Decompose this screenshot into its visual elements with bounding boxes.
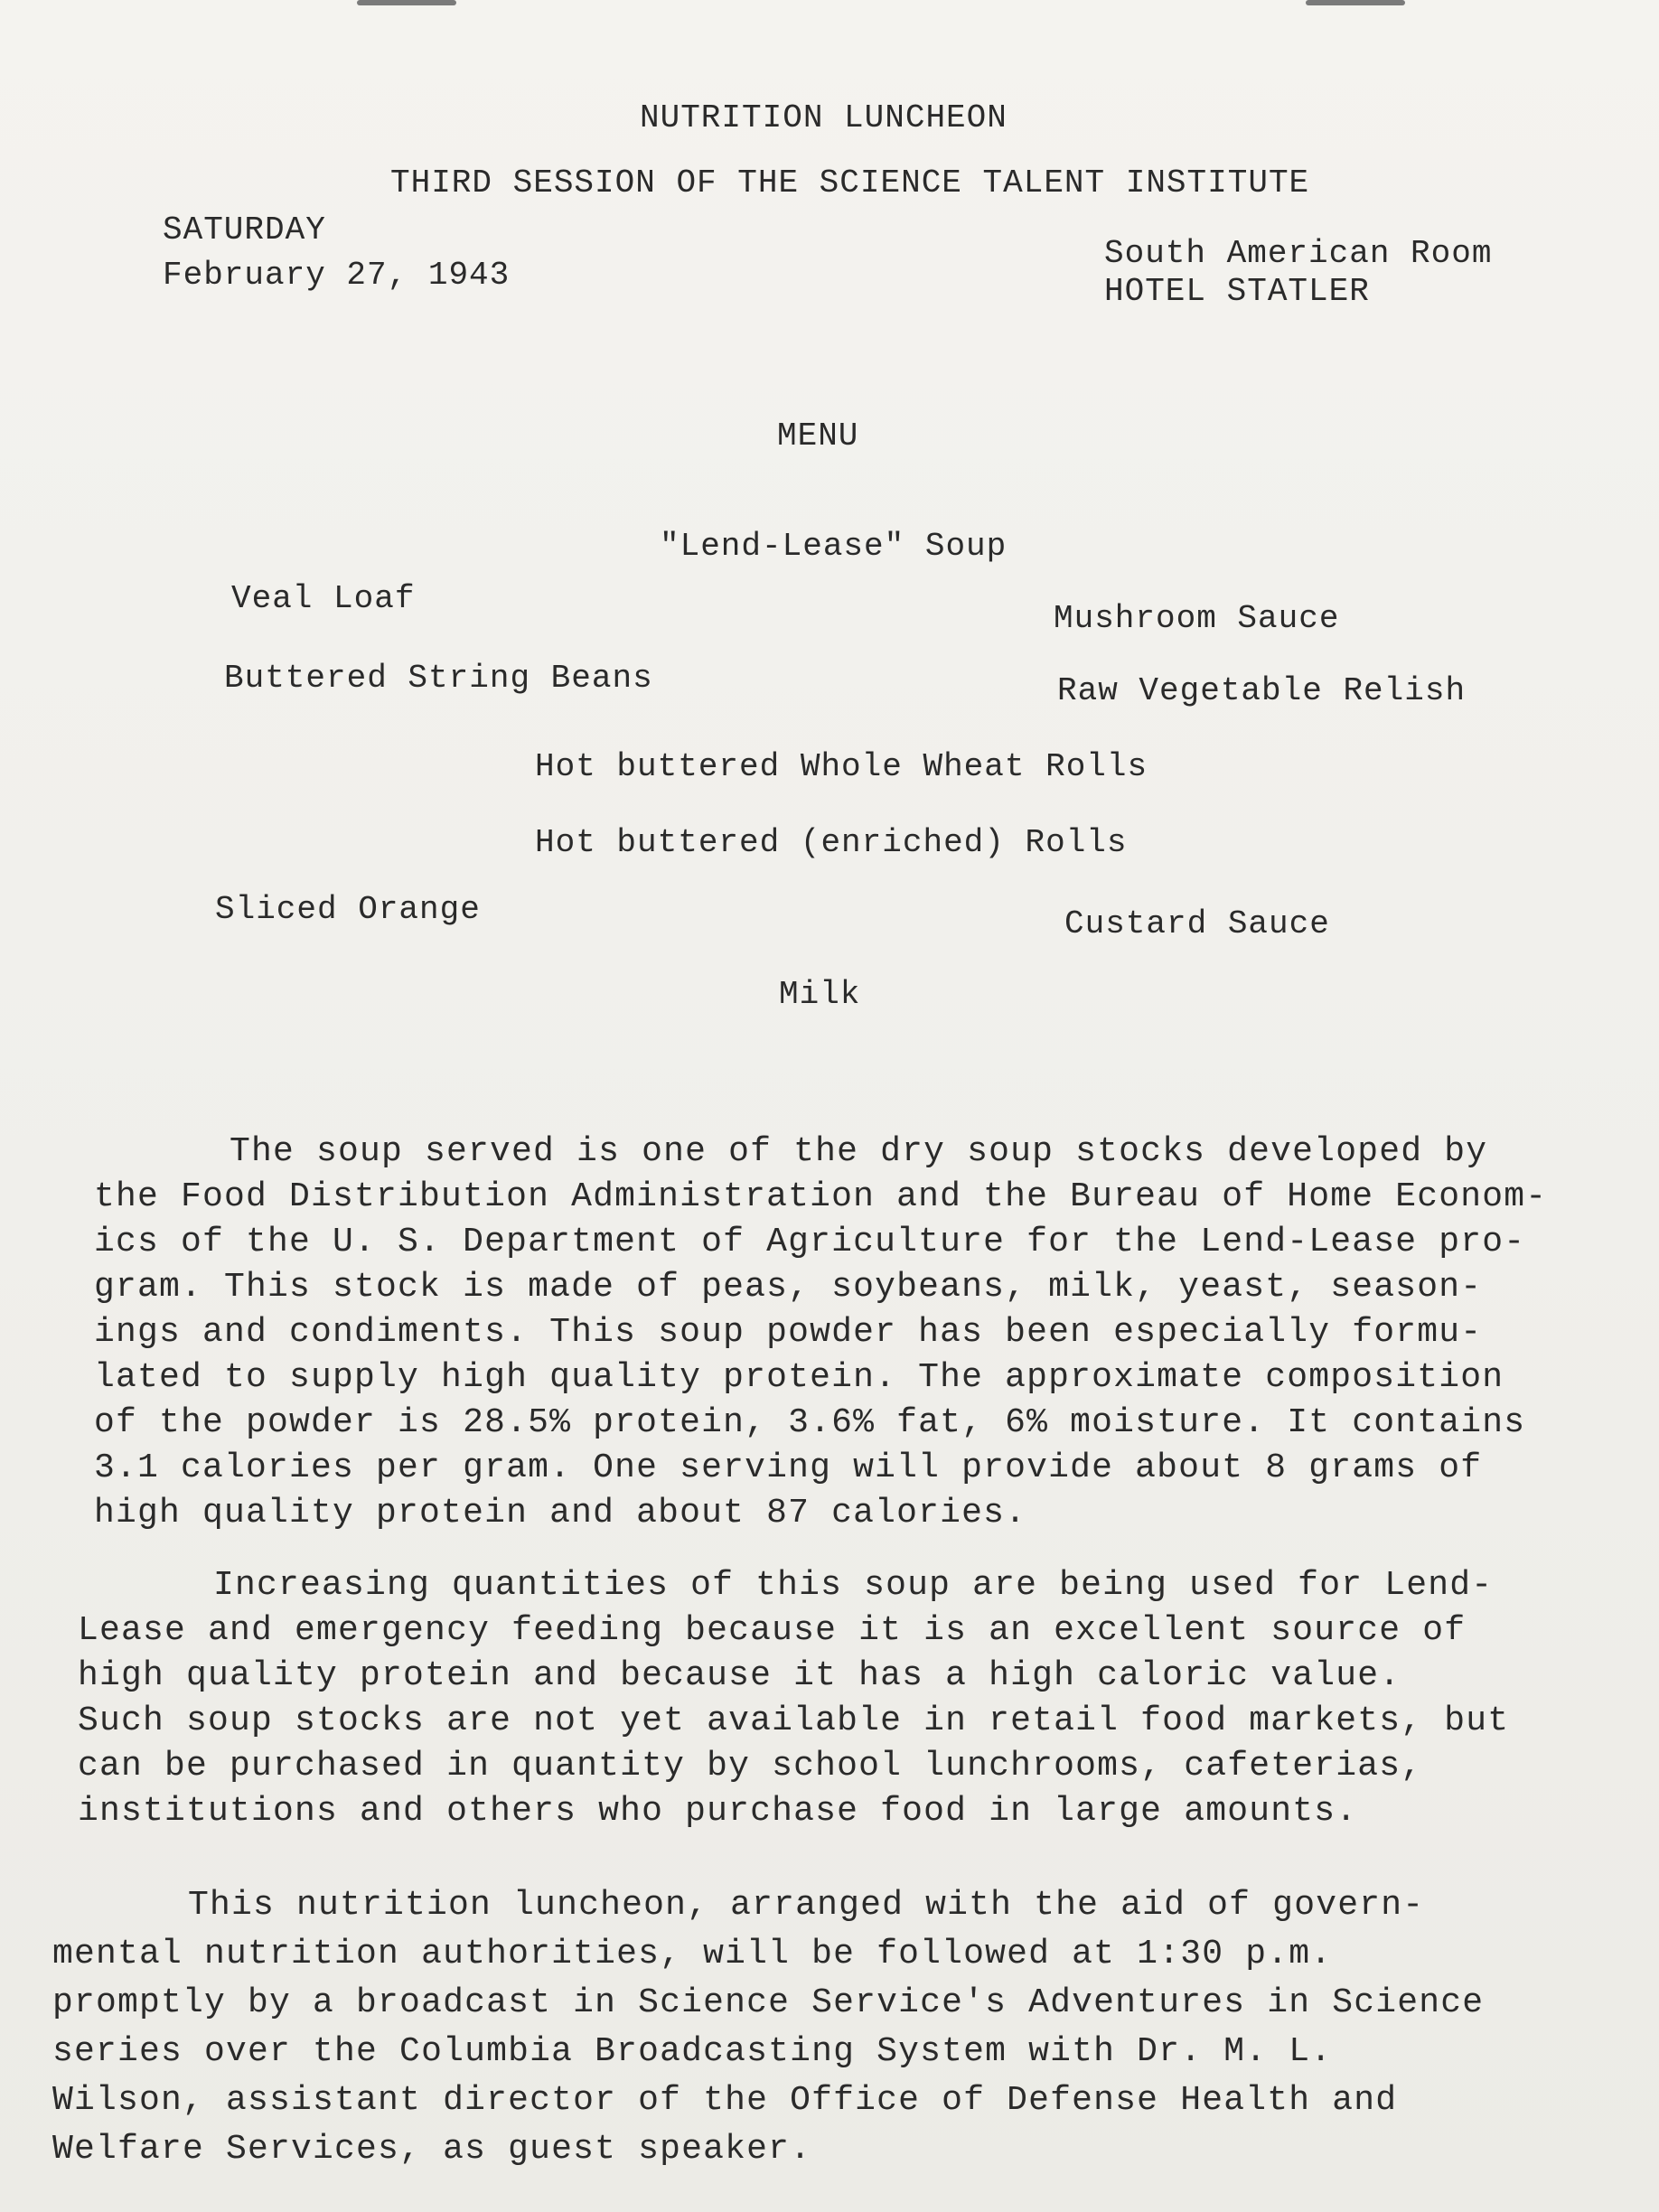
event-room: South American Room — [1104, 235, 1493, 272]
menu-item-mushroom-sauce: Mushroom Sauce — [1054, 600, 1340, 637]
staple-mark-right — [1306, 0, 1405, 5]
session-subtitle: THIRD SESSION OF THE SCIENCE TALENT INSTITUTE — [390, 164, 1310, 202]
menu-item-vegetable-relish: Raw Vegetable Relish — [1057, 672, 1467, 709]
staple-mark-left — [357, 0, 456, 5]
luncheon-title: NUTRITION LUNCHEON — [640, 99, 1008, 136]
event-hotel: HOTEL STATLER — [1104, 273, 1370, 310]
menu-item-veal-loaf: Veal Loaf — [231, 580, 416, 617]
menu-item-soup: "Lend-Lease" Soup — [660, 528, 1008, 565]
menu-item-string-beans: Buttered String Beans — [224, 660, 653, 697]
paragraph-soup-description: The soup served is one of the dry soup stocks developed by the Food Distribution Administration and the Bureau of Home Econom- ics of the U. S. Department of Agriculture for the Lend-Lease pro- gram. This stock is made of peas, soybeans, milk, yeast, season- ings and condiments. This soup powder has been especially formu- lated to supply high quality protein. The approximate composition of the powder is 28.5% protein, 3.6% fat, 6% moisture. It contains 3.1 calories per gram. One serving will provide about 8 grams of high quality protein and about 87 calories. — [94, 1132, 1548, 1532]
menu-item-sliced-orange: Sliced Orange — [215, 891, 481, 928]
menu-item-enriched-rolls: Hot buttered (enriched) Rolls — [535, 824, 1128, 861]
menu-item-wheat-rolls: Hot buttered Whole Wheat Rolls — [535, 748, 1148, 785]
menu-item-milk: Milk — [779, 976, 861, 1013]
event-day: SATURDAY — [163, 211, 326, 248]
menu-heading: MENU — [777, 417, 859, 455]
paragraph-broadcast-note: This nutrition luncheon, arranged with the aid of govern- mental nutrition authorities, will be followed at 1:30 p.m. promptly by a broadcast in Science Service's Adventures in Science series over the Columbia Broadcasting System with Dr. M. L. Wilson, assistant director of the Office of Defense Health and Welfare Services, as guest speaker. — [52, 1886, 1485, 2169]
menu-item-custard-sauce: Custard Sauce — [1064, 905, 1330, 942]
paragraph-soup-usage: Increasing quantities of this soup are being used for Lend- Lease and emergency feeding because it is an excellent source of high quality protein and because it has a high caloric value. Such soup stocks are not yet available in retail food markets, but can be purchased in quantity by school lunchrooms, cafeterias, institutions and others who purchase food in large amounts. — [78, 1566, 1510, 1831]
event-date: February 27, 1943 — [163, 257, 511, 294]
